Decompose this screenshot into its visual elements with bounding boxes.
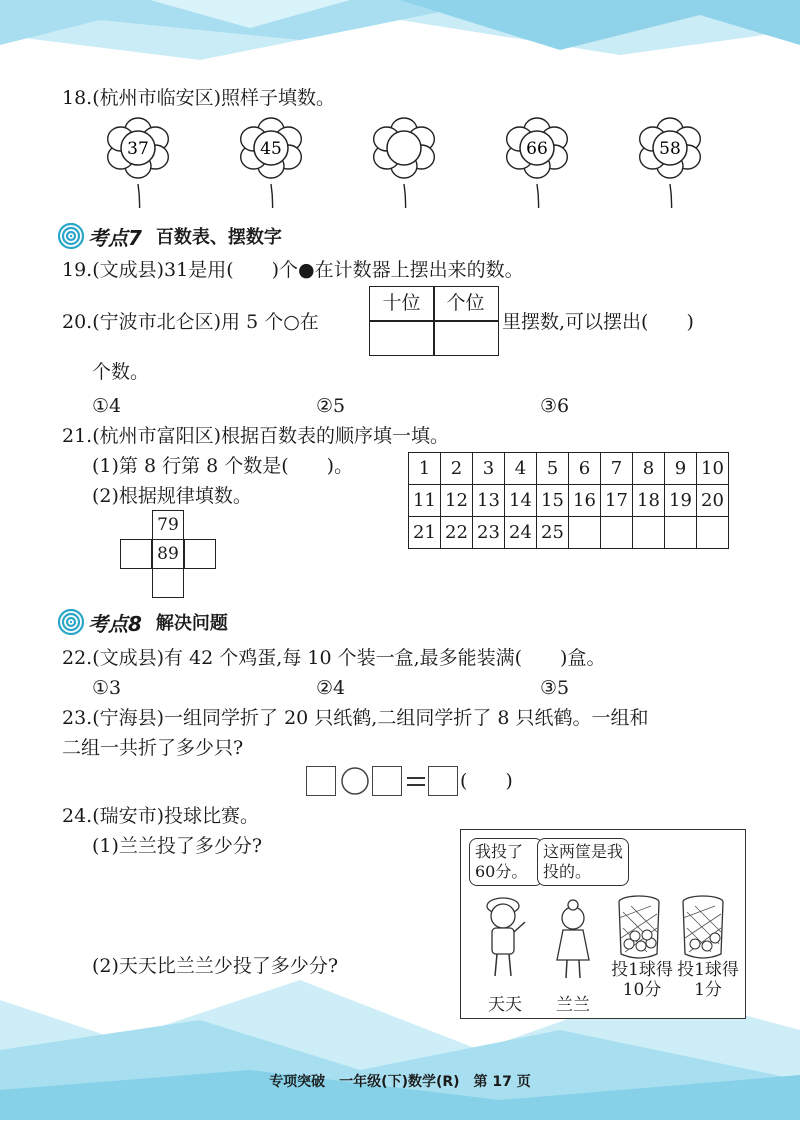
q23-line2: 二组一共折了多少只? [62, 737, 244, 759]
q24-sub1: (1)兰兰投了多少分? [92, 835, 263, 857]
q20-option-2[interactable]: ②5 [316, 395, 346, 417]
hundred-chart-cell: 16 [569, 485, 601, 517]
q22-option-1[interactable]: ①3 [92, 677, 122, 699]
flower [88, 118, 190, 208]
hundred-chart-cell: 23 [473, 517, 505, 549]
hundred-chart-cell: 9 [665, 453, 697, 485]
operator-circle[interactable] [340, 766, 370, 796]
q21-sub1: (1)第 8 行第 8 个数是( )。 [92, 455, 354, 477]
divider [370, 320, 498, 322]
hundred-chart-cell: 5 [537, 453, 569, 485]
hundred-chart-empty-cell[interactable] [601, 517, 633, 549]
target-icon [58, 223, 84, 249]
section-7-badge: 考点7 [88, 225, 142, 250]
basket-1 [619, 896, 659, 958]
flower-center-number: 45 [260, 139, 282, 159]
boy-figure [487, 898, 525, 976]
q20-text-a: 20.(宁波市北仑区)用 5 个○在 [62, 311, 319, 333]
flower-center-number: 37 [127, 139, 149, 159]
hundred-chart-empty-cell[interactable] [665, 517, 697, 549]
answer-paren: ( ) [460, 770, 513, 792]
hundred-chart-cell: 22 [441, 517, 473, 549]
name-lanlan: 兰兰 [556, 995, 590, 1015]
hundred-chart-cell: 1 [409, 453, 441, 485]
section-8-badge: 考点8 [88, 611, 142, 636]
hundred-chart-cell: 2 [441, 453, 473, 485]
hundred-chart-cell: 11 [409, 485, 441, 517]
header-decoration [0, 0, 800, 80]
section-8-header [58, 608, 228, 636]
hundred-chart-cell: 8 [633, 453, 665, 485]
hundred-chart-cell: 3 [473, 453, 505, 485]
page-footer: 专项突破 一年级(下)数学(R) 第 17 页 [269, 1074, 531, 1090]
tens-header: 十位 [382, 292, 421, 314]
speech-bubble-lanlan: 这两筐是我投的。 [537, 838, 629, 886]
hundred-chart-empty-cell[interactable] [633, 517, 665, 549]
q21-sub2: (2)根据规律填数。 [92, 485, 252, 507]
hundred-chart-cell: 14 [505, 485, 537, 517]
basket-2-label: 投1球得1分 [677, 960, 739, 1000]
section-7-title: 百数表、摆数字 [155, 227, 282, 248]
q19-text: 19.(文成县)31是用( )个●在计数器上摆出来的数。 [62, 259, 524, 281]
equation-box-2[interactable] [372, 766, 402, 796]
flower-center-number: 66 [526, 139, 548, 159]
q18-text: 18.(杭州市临安区)照样子填数。 [62, 87, 336, 109]
q20-text-c: 个数。 [92, 361, 150, 383]
ones-header: 个位 [446, 292, 485, 314]
hundred-chart-empty-cell[interactable] [697, 517, 729, 549]
basket-1-label: 投1球得10分 [611, 960, 673, 1000]
girl-figure [557, 900, 589, 978]
flower-center[interactable] [387, 131, 421, 165]
flower-group [80, 108, 740, 208]
name-tiantian: 天天 [488, 995, 522, 1015]
hundred-chart [408, 452, 729, 549]
hundred-chart-cell: 24 [505, 517, 537, 549]
hundred-chart-cell: 18 [633, 485, 665, 517]
q21-text: 21.(杭州市富阳区)根据百数表的顺序填一填。 [62, 425, 450, 447]
q22-option-3[interactable]: ③5 [540, 677, 570, 699]
equation-box-1[interactable] [306, 766, 336, 796]
place-value-chart [369, 286, 499, 356]
hundred-chart-cell: 20 [697, 485, 729, 517]
hundred-chart-empty-cell[interactable] [569, 517, 601, 549]
hundred-chart-cell: 6 [569, 453, 601, 485]
hundred-chart-cell: 25 [537, 517, 569, 549]
basketball-scene [460, 829, 746, 1019]
speech-bubble-tiantian: 我投了60分。 [469, 838, 543, 886]
hundred-chart-cell: 12 [441, 485, 473, 517]
stem [269, 184, 273, 208]
flower [354, 118, 456, 208]
q23-line1: 23.(宁海县)一组同学折了 20 只纸鹤,二组同学折了 8 只纸鹤。一组和 [62, 707, 649, 729]
equals-sign [404, 766, 428, 796]
hundred-chart-row [409, 453, 729, 485]
hundred-chart-cell: 21 [409, 517, 441, 549]
hundred-chart-cell: 15 [537, 485, 569, 517]
q22-text: 22.(文成县)有 42 个鸡蛋,每 10 个装一盒,最多能装满( )盒。 [62, 647, 606, 669]
hundred-chart-cell: 13 [473, 485, 505, 517]
hundred-chart-row [409, 485, 729, 517]
target-icon [58, 609, 84, 635]
q24-sub2: (2)天天比兰兰少投了多少分? [92, 955, 339, 977]
flower-center-number: 58 [659, 139, 681, 159]
hundred-chart-cell: 19 [665, 485, 697, 517]
section-7-header [58, 222, 282, 250]
hundred-chart-cell: 7 [601, 453, 633, 485]
stem [535, 184, 539, 208]
stem [402, 184, 406, 208]
hundred-chart-cell: 10 [697, 453, 729, 485]
equation-box-3[interactable] [428, 766, 458, 796]
q20-option-1[interactable]: ①4 [92, 395, 122, 417]
hundred-chart-row [409, 517, 729, 549]
cross-cell-bottom[interactable] [152, 568, 184, 598]
flower [221, 118, 323, 208]
hundred-chart-cell: 4 [505, 453, 537, 485]
q20-option-3[interactable]: ③6 [540, 395, 570, 417]
cross-cell-right[interactable] [184, 539, 216, 569]
basket-2 [683, 896, 723, 958]
cross-cell-center: 89 [152, 539, 184, 569]
q20-text-b: 里摆数,可以摆出( ) [502, 311, 694, 333]
q22-option-2[interactable]: ②4 [316, 677, 346, 699]
stem [136, 184, 140, 208]
flower [487, 118, 589, 208]
cross-cell-top: 79 [152, 510, 184, 540]
flower [620, 118, 722, 208]
q24-text: 24.(瑞安市)投球比赛。 [62, 805, 260, 827]
cross-cell-left[interactable] [120, 539, 152, 569]
stem [668, 184, 672, 208]
section-8-title: 解决问题 [155, 613, 228, 634]
hundred-chart-cell: 17 [601, 485, 633, 517]
